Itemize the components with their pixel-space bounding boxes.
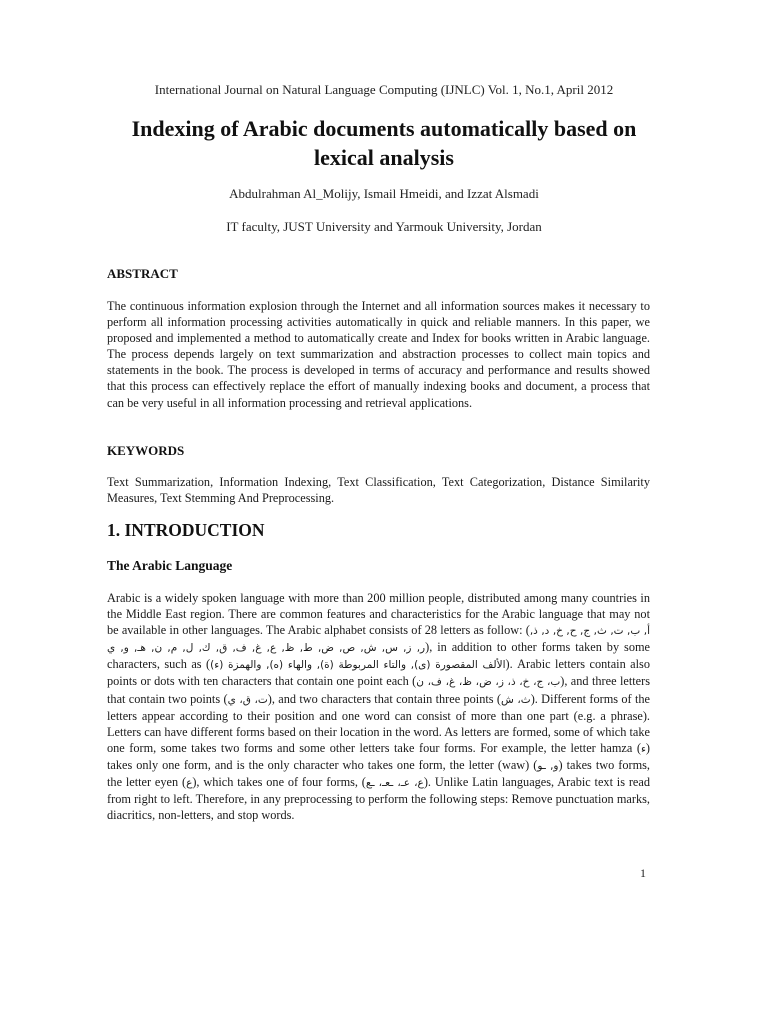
arabic-one-point-letters: ب، ج، خ، ذ، ز، ض، ظ، غ، ف، ن xyxy=(416,676,561,689)
abstract-text: The continuous information explosion through the Internet and all information sources makes it necessary to perform all information processing activities automatically in quick and reliable manners. In this paper, we proposed and implemented a method to automatically create and Index for books written in Arabic language. The process depends largely on text summarization and abstraction processes to collect main topics and statements in the book. The process is developed in terms of accuracy and performance and results showed that this process can effectively replace the effort of manually indexing books and document, a process that can be very useful in all information processing and retrieval applications. xyxy=(107,299,650,410)
intro-text-1: Arabic is a widely spoken language with more than 200 million people, distributed among many countries in the Middle East region. There are common features and characteristics for the Arabic language that may not be available in other languages. The Arabic alphabet consists of 28 letters as follow: ( xyxy=(107,591,650,638)
intro-text-4: ), and three letters that contain two points ( xyxy=(107,674,650,706)
arabic-two-point-letters: ت، ق، ي xyxy=(227,693,268,706)
abstract-heading: ABSTRACT xyxy=(107,266,178,281)
paper-title: Indexing of Arabic documents automatically based on lexical analysis xyxy=(131,116,637,170)
section-heading-introduction: 1. INTRODUCTION xyxy=(107,520,265,540)
intro-text-9: ), which takes one of four forms, ( xyxy=(192,775,366,790)
intro-text-3: ). Arabic letters contain also points or dots with ten characters that contain one point each ( xyxy=(107,657,650,689)
affiliation: IT faculty, JUST University and Yarmouk University, Jordan xyxy=(226,219,542,234)
intro-text-7: ) takes only one form, and is the only character who takes one form, the letter (waw) ( xyxy=(107,740,650,772)
introduction-paragraph xyxy=(107,590,650,823)
journal-header: International Journal on Natural Language Computing (IJNLC) Vol. 1, No.1, April 2012 xyxy=(154,82,614,97)
intro-text-8: ) takes two forms, the letter eyen ( xyxy=(107,757,650,790)
arabic-eyen: ع xyxy=(186,777,193,790)
intro-text-10: ). Unlike Latin languages, Arabic text is read from right to left. Therefore, in any preprocessing to perform the following steps: Remove punctuation marks, diacritics, non-letters, and stop words. xyxy=(107,775,650,823)
keywords-heading: KEYWORDS xyxy=(107,443,185,458)
page-number: 1 xyxy=(640,866,646,880)
arabic-letter-forms: الألف المقصورة (ى), والتاء المربوطة (ة), والهاء (ه), والهمزة (ء) xyxy=(210,659,506,672)
arabic-hamza: ء xyxy=(640,742,646,755)
author-list: Abdulrahman Al_Molijy, Ismail Hmeidi, and Izzat Alsmadi xyxy=(229,186,539,201)
intro-text-2: ), in addition to other forms taken by some characters, such as ( xyxy=(107,640,650,672)
keywords-text: Text Summarization, Information Indexing, Text Classification, Text Categorization, Distance Similarity Measures, Text Stemming And Preprocessing. xyxy=(107,475,650,506)
arabic-eyen-forms: ع، عـ، ـعـ، ـع xyxy=(365,777,424,790)
subsection-heading-arabic-language: The Arabic Language xyxy=(107,558,233,573)
arabic-alphabet: أ, ب, ت, ث, ج, ح, خ, د, ذ, ر, ز, س, ش, ص, ض, ط, ظ, ع, غ, ف, ق, ك, ل, م, ن, هـ, و, ي xyxy=(107,625,650,655)
intro-text-6: ). Different forms of the letters appear according to their position and one word can consist of more than one part (e.g. a phrase). Letters can have different forms based on their location in the word. As letters are formed, some of which take one form, some takes two forms and some other letters take four forms. For example, the letter hamza ( xyxy=(107,691,650,755)
arabic-three-point-letters: ث، ش xyxy=(501,693,531,706)
arabic-waw-forms: و, ـو xyxy=(537,759,559,772)
intro-text-5: ), and two characters that contain three points ( xyxy=(267,691,501,706)
